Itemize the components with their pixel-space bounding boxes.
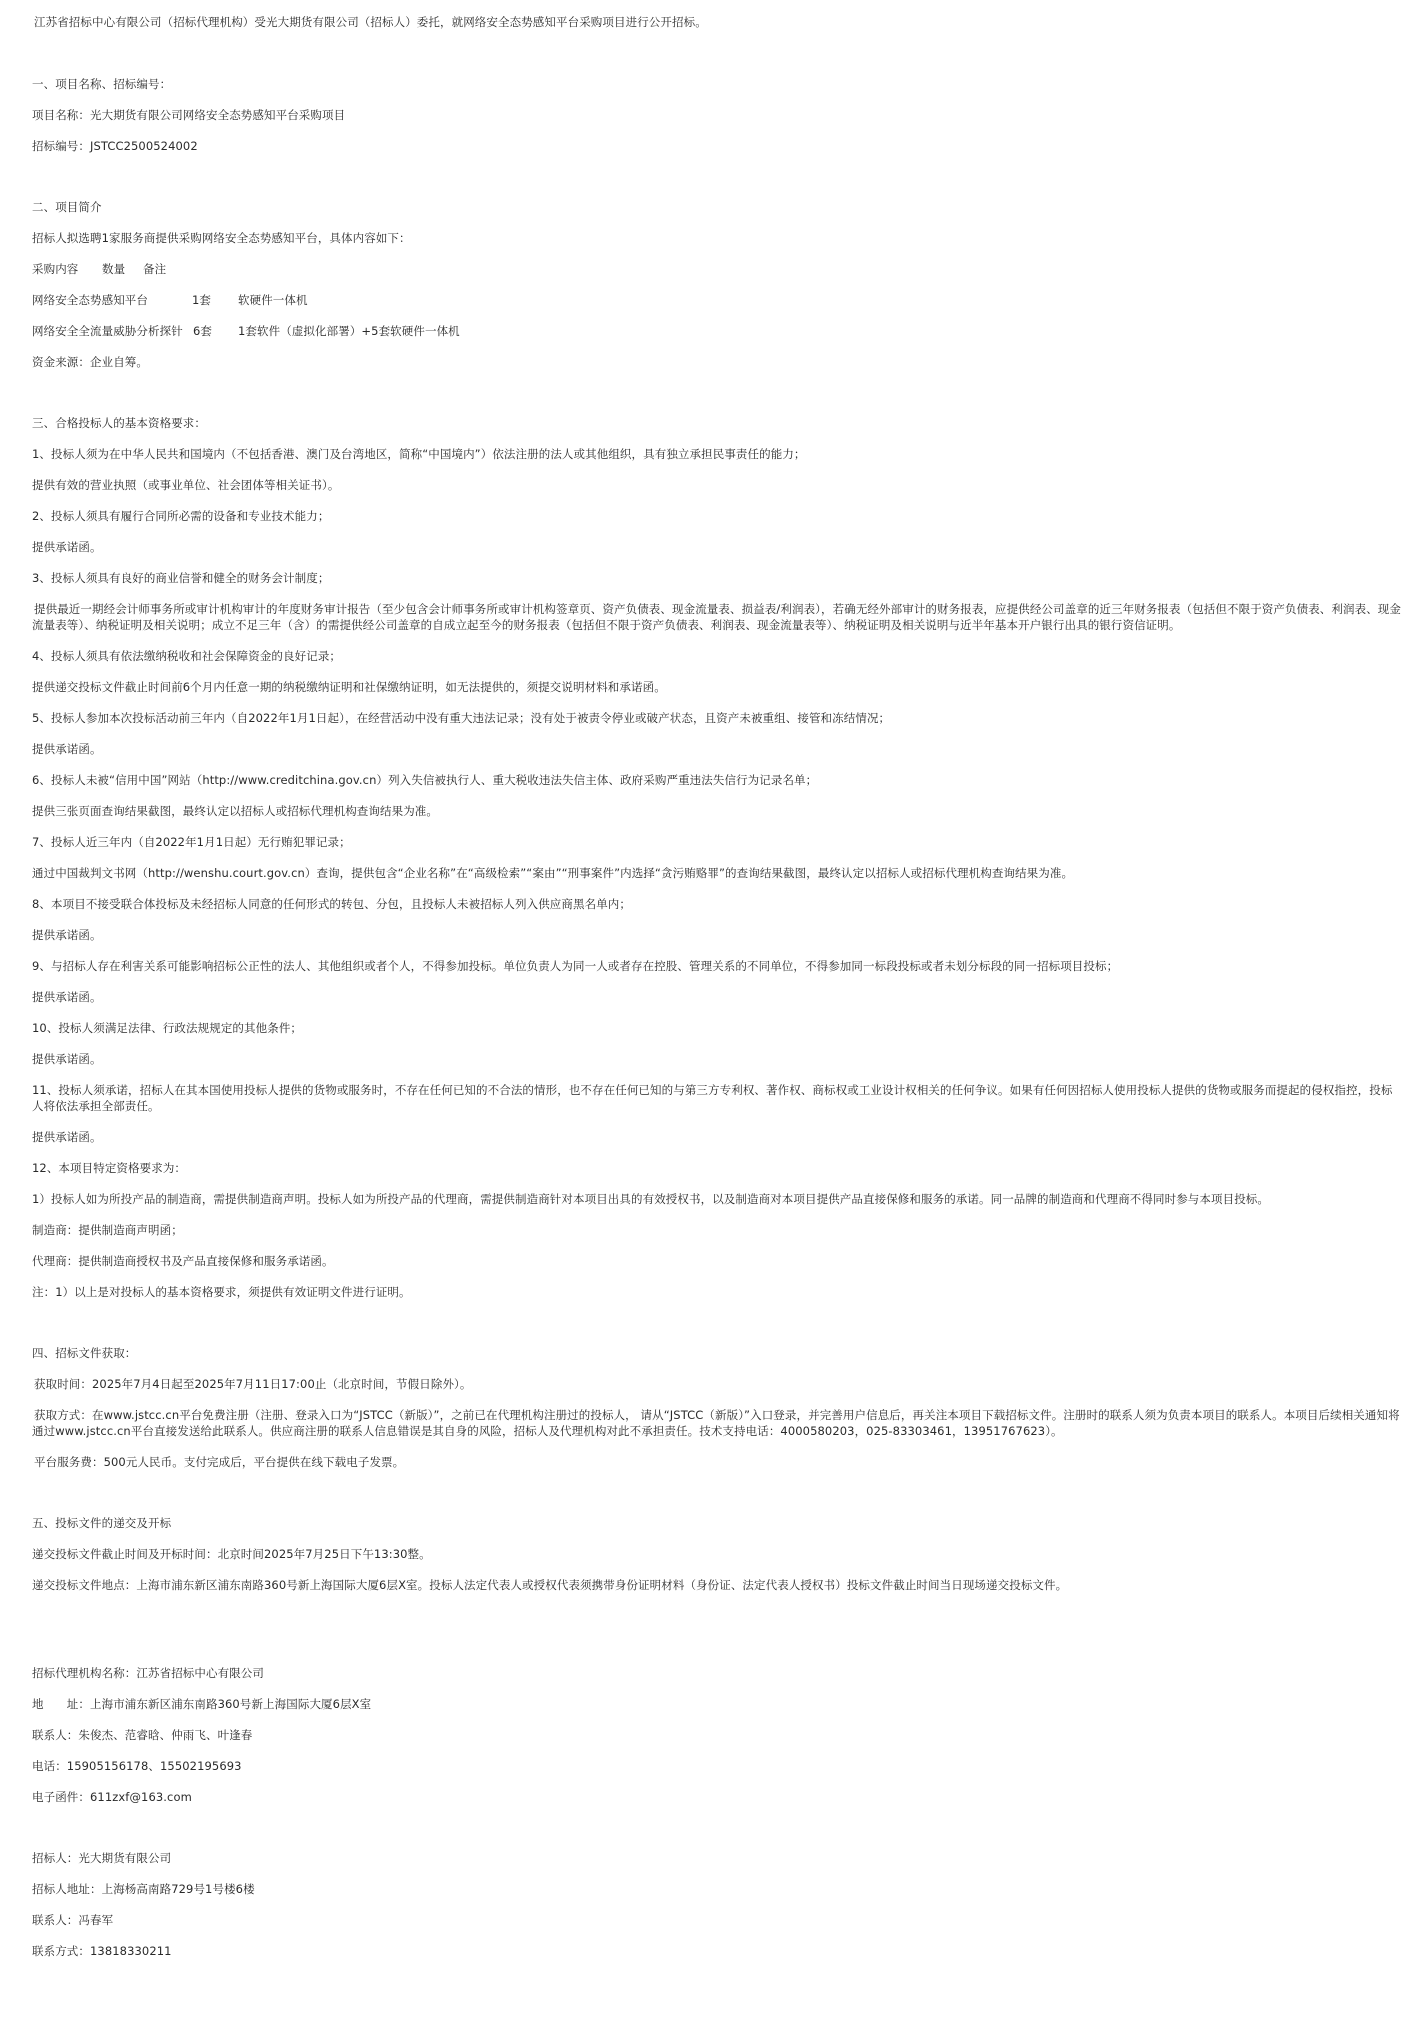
requirement-line: 提供承诺函。 [32, 1130, 102, 1144]
table-header-cell: 采购内容 [32, 262, 79, 276]
tender-code: 招标编号：JSTCC2500524002 [32, 139, 198, 153]
intro-paragraph: 江苏省招标中心有限公司（招标代理机构）受光大期货有限公司（招标人）委托，就网络安全态势感知平台采购项目进行公开招标。 [34, 15, 707, 29]
requirement-line: 7、投标人近三年内（自2022年1月1日起）无行贿犯罪记录； [32, 835, 351, 849]
requirement-line: 提供承诺函。 [32, 990, 102, 1004]
requirement-line: 3、投标人须具有良好的商业信誉和健全的财务会计制度； [32, 571, 330, 585]
requirement-line: 提供递交投标文件截止时间前6个月内任意一期的纳税缴纳证明和社保缴纳证明，如无法提供的，须提交说明材料和承诺函。 [32, 680, 666, 694]
funds-source: 资金来源：企业自筹。 [32, 355, 148, 369]
tenderer-phone: 联系方式：13818330211 [32, 1944, 172, 1958]
table-row [32, 323, 1404, 339]
requirement-line: 提供最近一期经会计师事务所或审计机构审计的年度财务审计报告（至少包含会计师事务所或审计机构签章页、资产负债表、现金流量表、损益表/利润表），若确无经外部审计的财务报表，应提供经公司盖章的近三年财务报表（包括但不限于资产负债表、利润表、现金流量表等）、纳税证明及相关说明；成立不足三年（含）的需提供经公司盖章的自成立起至今的财务报表（包括但不限于资产负债表、利润表、现金流量表等）、纳税证明及相关说明与近半年基本开户银行出具的银行资信证明。 [32, 602, 1402, 632]
requirement-line: 1）投标人如为所投产品的制造商，需提供制造商声明。投标人如为所投产品的代理商，需提供制造商针对本项目出具的有效授权书，以及制造商对本项目提供产品直接保修和服务的承诺。同一品牌的制造商和代理商不得同时参与本项目投标。 [32, 1192, 1270, 1206]
tenderer-contact: 联系人：冯春军 [32, 1913, 114, 1927]
section-1-heading: 一、项目名称、招标编号： [32, 77, 172, 91]
tenderer-name: 招标人：光大期货有限公司 [32, 1851, 172, 1865]
section-3-heading: 三、合格投标人的基本资格要求： [32, 416, 206, 430]
requirement-line: 9、与招标人存在利害关系可能影响招标公正性的法人、其他组织或者个人，不得参加投标。单位负责人为同一人或者存在控股、管理关系的不同单位，不得参加同一标段投标或者未划分标段的同一招标项目投标； [32, 959, 1119, 973]
requirement-line: 12、本项目特定资格要求为： [32, 1161, 187, 1175]
requirement-line: 6、投标人未被“信用中国”网站（http://www.creditchina.gov.cn）列入失信被执行人、重大税收违法失信主体、政府采购严重违法失信行为记录名单； [32, 773, 818, 787]
requirement-line: 8、本项目不接受联合体投标及未经招标人同意的任何形式的转包、分包，且投标人未被招标人列入供应商黑名单内； [32, 897, 632, 911]
table-cell: 1套软件（虚拟化部署）+5套软硬件一体机 [238, 324, 460, 338]
requirement-line: 2、投标人须具有履行合同所必需的设备和专业技术能力； [32, 509, 330, 523]
table-cell: 6套 [193, 324, 213, 338]
section-2-heading: 二、项目简介 [32, 200, 102, 214]
table-header-cell: 备注 [143, 262, 167, 276]
submission-deadline: 递交投标文件截止时间及开标时间：北京时间2025年7月25日下午13:30整。 [32, 1547, 431, 1561]
requirement-line: 提供承诺函。 [32, 928, 102, 942]
requirement-line: 制造商：提供制造商声明函； [32, 1223, 183, 1237]
platform-fee: 平台服务费：500元人民币。支付完成后，平台提供在线下载电子发票。 [34, 1455, 405, 1469]
project-name: 项目名称：光大期货有限公司网络安全态势感知平台采购项目 [32, 108, 346, 122]
requirement-note: 注：1）以上是对投标人的基本资格要求，须提供有效证明文件进行证明。 [32, 1285, 411, 1299]
agency-phone: 电话：15905156178、15502195693 [32, 1759, 242, 1773]
acquisition-method: 获取方式：在www.jstcc.cn平台免费注册（注册、登录入口为“JSTCC（新版）”，之前已在代理机构注册过的投标人， 请从“JSTCC（新版）”入口登录，并完善用户信息后，再关注本项目下载招标文件。注册时的联系人须为负责本项目的联系人。本项目后续相关通知将通过www.jstcc.cn平台直接发送给此联系人。供应商注册的联系人信息错误是其自身的风险，招标人及代理机构对此不承担责任。技术支持电话：4000580203，025-83303461，13951767623）。 [32, 1408, 1400, 1438]
requirement-line: 11、投标人须承诺，招标人在其本国使用投标人提供的货物或服务时，不存在任何已知的不合法的情形，也不存在任何已知的与第三方专利权、著作权、商标权或工业设计权相关的任何争议。如果有任何因招标人使用投标人提供的货物或服务而提起的侵权指控，投标人将依法承担全部责任。 [32, 1083, 1393, 1113]
procurement-table-header [32, 261, 1404, 277]
section-5-heading: 五、投标文件的递交及开标 [32, 1516, 172, 1530]
requirement-line: 5、投标人参加本次投标活动前三年内（自2022年1月1日起），在经营活动中没有重大违法记录；没有处于被责令停业或破产状态，且资产未被重组、接管和冻结情况； [32, 711, 891, 725]
table-cell: 1套 [192, 293, 212, 307]
requirement-line: 10、投标人须满足法律、行政法规规定的其他条件； [32, 1021, 303, 1035]
requirement-line: 提供三张页面查询结果截图，最终认定以招标人或招标代理机构查询结果为准。 [32, 804, 438, 818]
tenderer-address: 招标人地址：上海杨高南路729号1号楼6楼 [32, 1882, 255, 1896]
requirement-line: 提供承诺函。 [32, 540, 102, 554]
table-cell: 网络安全态势感知平台 [32, 293, 148, 307]
agency-email: 电子函件：611zxf@163.com [32, 1790, 192, 1804]
table-row [32, 292, 1404, 308]
submission-place: 递交投标文件地点：上海市浦东新区浦东南路360号新上海国际大厦6层X室。投标人法定代表人或授权代表须携带身份证明材料（身份证、法定代表人授权书）投标文件截止时间当日现场递交投标文件。 [32, 1578, 1068, 1592]
table-cell: 软硬件一体机 [238, 293, 308, 307]
requirement-line: 提供承诺函。 [32, 1052, 102, 1066]
requirement-line: 通过中国裁判文书网（http://wenshu.court.gov.cn）查询，提供包含“企业名称”在“高级检索”“案由”“刑事案件”内选择“贪污贿赂罪”的查询结果截图，最终认定以招标人或招标代理机构查询结果为准。 [32, 866, 1074, 880]
requirement-line: 提供有效的营业执照（或事业单位、社会团体等相关证书）。 [32, 478, 340, 492]
requirement-line: 4、投标人须具有依法缴纳税收和社会保障资金的良好记录； [32, 649, 342, 663]
requirement-line: 1、投标人须为在中华人民共和国境内（不包括香港、澳门及台湾地区，简称“中国境内”）依法注册的法人或其他组织，具有独立承担民事责任的能力； [32, 447, 806, 461]
table-cell: 网络安全全流量威胁分析探针 [32, 324, 183, 338]
table-header-cell: 数量 [102, 262, 126, 276]
requirement-line: 提供承诺函。 [32, 742, 102, 756]
agency-contact: 联系人：朱俊杰、范睿晗、仲雨飞、叶逢春 [32, 1728, 253, 1742]
requirement-line: 代理商：提供制造商授权书及产品直接保修和服务承诺函。 [32, 1254, 334, 1268]
agency-name: 招标代理机构名称：江苏省招标中心有限公司 [32, 1666, 264, 1680]
acquisition-time: 获取时间：2025年7月4日起至2025年7月11日17:00止（北京时间，节假日除外）。 [34, 1377, 472, 1391]
project-description: 招标人拟选聘1家服务商提供采购网络安全态势感知平台，具体内容如下： [32, 231, 411, 245]
agency-address: 地 址：上海市浦东新区浦东南路360号新上海国际大厦6层X室 [32, 1697, 372, 1711]
section-4-heading: 四、招标文件获取： [32, 1346, 137, 1360]
